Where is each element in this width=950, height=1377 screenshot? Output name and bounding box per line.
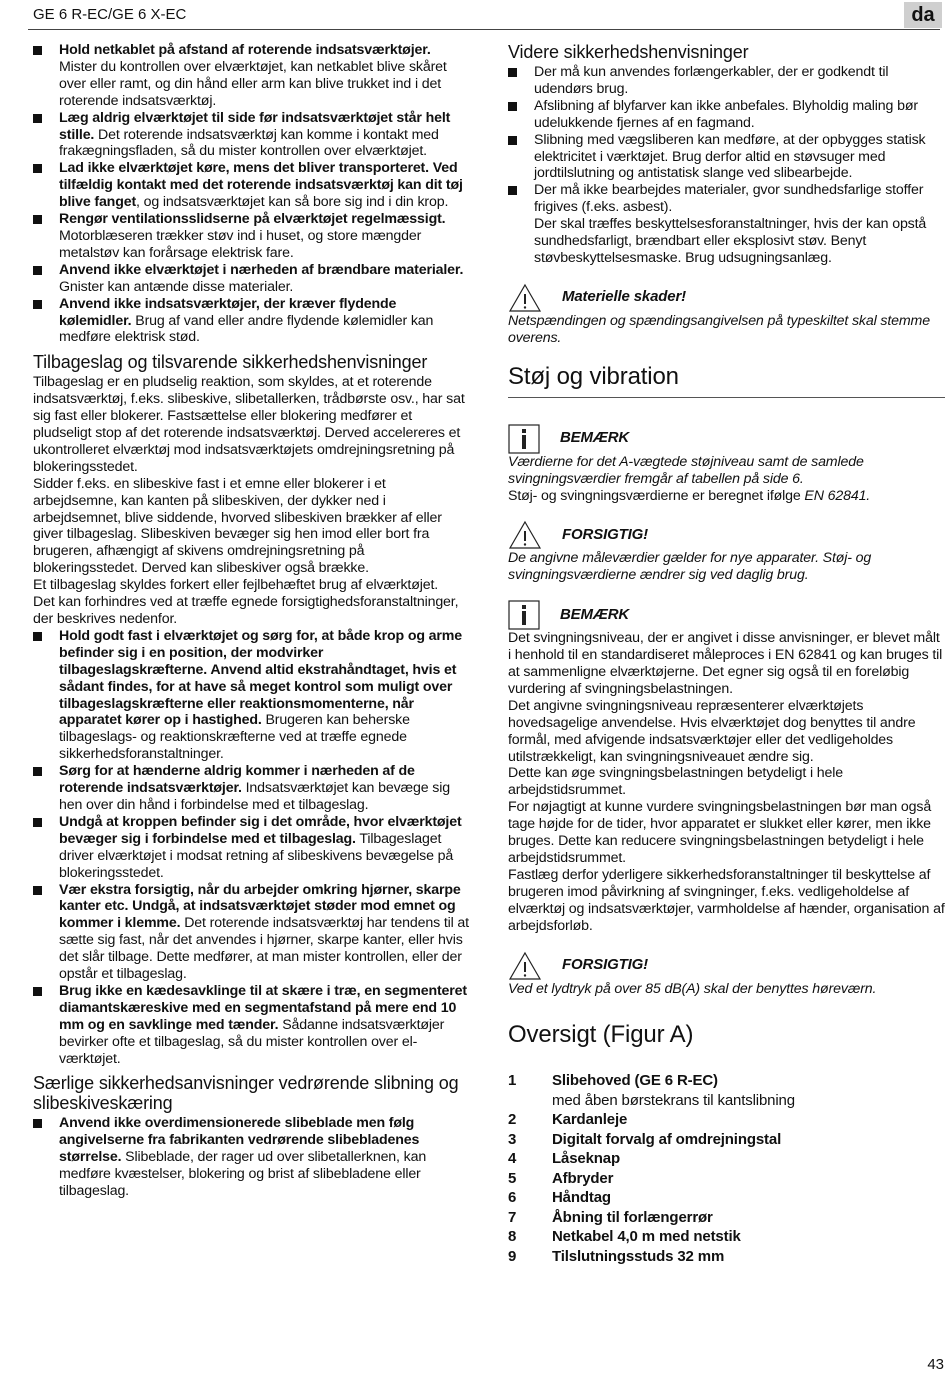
caution-label: FORSIGTIG!	[562, 956, 648, 974]
overview-number: 2	[508, 1111, 517, 1129]
bullet-bold-text: Undgå at kroppen befinder sig i det område, hvor elværktøjet bevæger sig i forbindelse med et tilbageslag.	[59, 813, 462, 847]
overview-item	[508, 1110, 945, 1130]
bullet-item	[33, 763, 470, 814]
standard-reference: EN 62841.	[804, 487, 871, 504]
overview-item	[508, 1149, 945, 1169]
bullet-text	[59, 1115, 470, 1200]
bullet-plain-text: , og indsatsværktøjet kan så bore sig ind i din krop.	[136, 194, 449, 211]
warning-triangle-icon	[508, 951, 542, 981]
bullet-square-icon	[508, 102, 517, 111]
paragraph: Tilbageslag er en pludselig reaktion, som skyldes, at et roterende indsatsværktøj, f.eks. slibeskive, slibetallerken, trådbørste osv., har sat sig fast eller blokerer. Fastsættelse eller blokering medfører et pludseligt stop af det roterende indsatsværktøj. Derved accelereres et ukontrolleret elværktøj mod indsatsværktøjets omdrejningsretning på blokeringsstedet.	[33, 374, 465, 475]
bullet-text	[59, 814, 470, 882]
overview-item	[508, 1247, 945, 1267]
bullet-plain-text: Sådanne indsatsværktøjer bevirker ofte et tilbageslag, så du mister kontrollen over el-værktøjet.	[59, 1016, 445, 1067]
note-2-paragraphs	[508, 630, 945, 934]
caution-2	[508, 951, 945, 981]
overview-label: Afbryder	[552, 1169, 614, 1187]
bullet-square-icon	[508, 136, 517, 145]
bullet-bold-text: Anvend ikke overdimensionerede slibeblade men følg angivelserne fra fabrikanten vedrørende slibebladenes størrelse.	[59, 1115, 420, 1166]
paragraph: Sidder f.eks. en slibeskive fast i et emne eller blokerer i et arbejdsemne, kan kanten på slibeskiven, der dykker ned i arbejdsemnet, blive siddende, hvorved slibeskiven brækker af eller giver tilbageslag. Slibeskiven bevæger sig hen imod eller bort fra brugeren, afhængigt af skivens omdrejningsretning på blokeringsstedet. Derved kan slibeskiver også brække.	[33, 475, 442, 577]
bullet-bold-text: Anvend ikke indsatsværktøjer, der kræver flydende kølemidler.	[59, 295, 397, 329]
bullet-item	[33, 211, 470, 262]
paragraph: Dette kan øge svingningsbelastningen betydeligt i hele arbejdstidsrummet.	[508, 765, 843, 799]
bullet-square-icon	[33, 632, 42, 641]
bullet-bold-text: Anvend ikke elværktøjet i nærheden af brændbare materialer.	[59, 261, 464, 278]
overview-label: Netkabel 4,0 m med netstik	[552, 1228, 741, 1246]
warning-triangle-icon	[508, 520, 542, 550]
bullet-item	[33, 882, 470, 983]
bullet-text	[59, 42, 470, 110]
overview-number: 4	[508, 1150, 517, 1168]
bullet-square-icon	[508, 68, 517, 77]
overview-item	[508, 1169, 945, 1189]
bullet-bold-text: Brug ikke en kædesavklinge til at skære i træ, en segmenteret diamantskæreskive med en segmentafstand på mere end 10 mm og en savklinge med tænder.	[59, 982, 467, 1033]
note-italic-text: Værdierne for det A-vægtede støjniveau samt de samlede svingningsværdier fremgår af tabellen på side 6.	[508, 453, 864, 487]
bullet-square-icon	[33, 886, 42, 895]
bullet-item	[508, 64, 945, 98]
bullet-plain-text: Brugeren kan beherske tilbageslags- og reaktionskræfterne ved at træffe egnede sikkerhedsforanstaltninger.	[59, 712, 410, 763]
bullet-bold-text: Rengør ventilationsslidserne på elværktøjet regelmæssigt.	[59, 211, 446, 228]
bullet-plain-text: Brug af vand eller andre flydende kølemidler kan medføre elektrisk stød.	[59, 312, 434, 346]
overview-label: Åbning til forlængerrør	[552, 1208, 713, 1226]
further-safety-bullets	[508, 64, 945, 216]
overview-label: Håndtag	[552, 1189, 611, 1207]
heading-noise-vibration: Støj og vibration	[508, 363, 945, 398]
bullet-text	[59, 160, 470, 211]
note-2	[508, 600, 945, 630]
paragraph: Et tilbageslag skyldes forkert eller fejlbehæftet brug af elværktøjet.	[33, 577, 439, 594]
overview-label: Slibehoved (GE 6 R-EC)	[552, 1072, 718, 1090]
overview-number: 6	[508, 1189, 517, 1207]
bullet-plain-text: Tilbageslaget driver elværktøjet i modsat retning af slibeskivens bevægelse på blokeringsstedet.	[59, 830, 454, 881]
overview-number: 5	[508, 1169, 517, 1187]
overview-number: 3	[508, 1130, 517, 1148]
warning-material-damage	[508, 283, 945, 313]
bullet-square-icon	[33, 818, 42, 827]
language-badge: da	[904, 2, 942, 28]
caution-text: Ved et lydtryk på over 85 dB(A) skal der benyttes høreværn.	[508, 980, 877, 997]
paragraph: Det svingningsniveau, der er angivet i disse anvisninger, er blevet målt i henhold til en standardiseret måleproces i EN 62841 og kan bruges til at sammenligne elværktøjerne. Det egner sig også til en foreløbig vurdering af svingningsbelastningen.	[508, 630, 943, 697]
bullet-text	[59, 211, 470, 262]
overview-label: Kardanleje	[552, 1111, 628, 1129]
bullet-plain-text: Mister du kontrollen over elværktøjet, kan netkablet blive skåret over eller ramt, og din hånd eller arm kan blive trukket ind i det roterende indsatsværktøj.	[59, 58, 447, 109]
bullet-item	[33, 160, 470, 211]
warning-text: Netspændingen og spændingsangivelsen på typeskiltet skal stemme overens.	[508, 312, 930, 346]
bullet-bold-text: Vær ekstra forsigtig, når du arbejder omkring hjørner, skarpe kanter etc. Undgå, at indsatsværktøjet støder mod emnet og kommer i klemme.	[59, 881, 461, 932]
bullet-bold-text: Læg aldrig elværktøjet til side før indsatsværktøjet står helt stille.	[59, 109, 451, 143]
page-number: 43	[927, 1356, 944, 1373]
right-column	[508, 42, 945, 1266]
bullet-text: Slibning med vægsliberen kan medføre, at der opbygges statisk elektricitet i værktøjet. Brug derfor altid en støvsuger med jordtilslutning og antistatisk slange ved slibearbejde.	[534, 131, 926, 182]
grinding-bullets	[33, 1115, 470, 1200]
bullet-square-icon	[33, 1119, 42, 1128]
bullet-item	[508, 98, 945, 132]
bullet-item	[508, 182, 945, 216]
overview-number: 1	[508, 1072, 517, 1090]
bullet-bold-text: Hold godt fast i elværktøjet og sørg for, at både krop og arme befinder sig i en position, der modvirker tilbageslagskræfterne. Anvend altid ekstrahåndtaget, hvis et sådant findes, for at have så meget kontrol som muligt over tilbageslagskræfterne eller reaktionsmomenterne, når apparatet kører op i hastighed.	[59, 627, 462, 729]
overview-item	[508, 1188, 945, 1208]
bullet-text: Afslibning af blyfarver kan ikke anbefales. Blyholdig maling bør udelukkende fjernes af en fagmand.	[534, 97, 918, 131]
kickback-bullets	[33, 628, 470, 1068]
bullet-plain-text: Motorblæseren trækker støv ind i huset, og store mængder metalstøv kan forårsage elektrisk fare.	[59, 227, 422, 261]
heading-grinding: Særlige sikkerhedsanvisninger vedrørende slibning og slibeskiveskæring	[33, 1073, 459, 1114]
bullet-item	[33, 628, 470, 763]
overview-number: 8	[508, 1228, 517, 1246]
bullet-item	[33, 814, 470, 882]
paragraph: Det angivne svingningsniveau repræsenterer elværktøjets hovedsagelige anvendelse. Hvis elværktøjet dog benyttes til andre formål, med afvigende indsatsværktøjer eller det vedligeholdes utilstrækkeligt, kan svingningsniveauet ændre sig.	[508, 697, 916, 765]
bullet-plain-text: Det roterende indsatsværktøj har tendens til at sætte sig fast, når det anvendes i hjørner, skarpe kanter, eller hvis det slår tilbage. Dette medfører, at man mister kontrollen, eller der opstår et tilbageslag.	[59, 915, 469, 983]
bullet-item	[33, 110, 470, 161]
bullet-text	[59, 763, 470, 814]
bullet-item	[508, 132, 945, 183]
bullet-text	[59, 296, 470, 347]
heading-further-safety: Videre sikkerhedshenvisninger	[508, 42, 749, 62]
bullet-square-icon	[33, 266, 42, 275]
safety-bullets-1	[33, 42, 470, 346]
note-label: BEMÆRK	[560, 605, 630, 623]
bullet-text: Der må kun anvendes forlængerkabler, der er godkendt til udendørs brug.	[534, 64, 889, 97]
bullet-item	[33, 42, 470, 110]
warning-label: Materielle skader!	[562, 288, 687, 306]
overview-label: Tilslutningsstuds 32 mm	[552, 1247, 725, 1265]
note-1	[508, 424, 945, 454]
overview-item	[508, 1130, 945, 1150]
overview-label: Digitalt forvalg af omdrejningstal	[552, 1130, 782, 1148]
bullet-text	[59, 628, 470, 763]
caution-1	[508, 520, 945, 550]
bullet-item	[33, 296, 470, 347]
overview-label: Låseknap	[552, 1150, 620, 1168]
overview-number: 7	[508, 1208, 517, 1226]
info-icon	[508, 424, 540, 454]
caution-label: FORSIGTIG!	[562, 525, 648, 543]
note-label: BEMÆRK	[560, 429, 630, 447]
bullet-plain-text: Det roterende indsatsværktøj kan komme i kontakt med frakægningsfladen, så du mister kontrollen over elværktøjet.	[59, 126, 439, 160]
kickback-paragraphs	[33, 374, 470, 628]
bullet-text	[59, 882, 470, 983]
overview-item	[508, 1071, 945, 1091]
bullet-text	[59, 110, 470, 161]
paragraph: Det kan forhindres ved at træffe egnede forsigtighedsforanstaltninger, der beskrives nedenfor.	[33, 594, 459, 627]
bullet-square-icon	[33, 46, 42, 55]
paragraph: For nøjagtigt at kunne vurdere svingningsbelastningen bør man også tage højde for de tider, hvor apparatet er slukket eller kører, men ikke bruges. Dette kan reducere svingningsbelastningen betydeligt i hele arbejdstidsrummet.	[508, 799, 932, 866]
bullet-square-icon	[33, 215, 42, 224]
bullet-plain-text: Indsatsværktøjet kan bevæge sig hen over din hånd i forbindelse med et tilbageslag.	[59, 780, 450, 813]
left-column	[33, 42, 470, 1200]
overview-item	[508, 1208, 945, 1228]
paragraph: Fastlæg derfor yderligere sikkerhedsforanstaltninger til beskyttelse af brugeren imod påvirkning af svingninger, f.eks. vedligeholdelse af elværktøj og indsatsværktøjer, varmholdelse af hænder, organisation af arbejdsforløb.	[508, 866, 945, 934]
warning-triangle-icon	[508, 283, 542, 313]
bullet-text	[59, 262, 470, 296]
bullet-bold-text: Sørg for at hænderne aldrig kommer i nærheden af de roterende indsatsværktøjer.	[59, 763, 415, 797]
overview-item	[508, 1227, 945, 1247]
bullet-plain-text: Gnister kan antænde disse materialer.	[59, 278, 294, 295]
bullet-item	[33, 1115, 470, 1200]
document-title: GE 6 R-EC/GE 6 X-EC	[33, 6, 187, 23]
header-divider	[28, 29, 940, 30]
overview-sublabel: med åben børstekrans til kantslibning	[552, 1091, 795, 1109]
bullet-square-icon	[508, 186, 517, 195]
heading-overview: Oversigt (Figur A)	[508, 1021, 694, 1049]
bullet-text	[59, 983, 470, 1068]
bullet-square-icon	[33, 300, 42, 309]
bullet-square-icon	[33, 767, 42, 776]
note-standard-line	[508, 488, 945, 505]
bullet-square-icon	[33, 164, 42, 173]
overview-number: 9	[508, 1247, 517, 1265]
caution-text: De angivne måleværdier gælder for nye apparater. Støj- og svingningsværdierne ændrer sig ved daglig brug.	[508, 550, 872, 584]
bullet-continuation: Der skal træffes beskyttelsesforanstaltninger, hvis der kan opstå sundhedsfarligt, brændbart eller eksplosivt støv. Benyt støvbeskyttelsesmaske. Brug udsugningsanlæg.	[534, 216, 927, 266]
heading-kickback: Tilbageslag og tilsvarende sikkerhedshenvisninger	[33, 352, 428, 373]
bullet-bold-text: Lad ikke elværktøjet køre, mens det bliver transporteret. Ved tilfældig kontakt med det roterende indsatsværktøj kan dit tøj blive fanget	[59, 160, 463, 211]
info-icon	[508, 600, 540, 630]
note-plain-text: Støj- og svingningsværdierne er beregnet ifølge	[508, 487, 805, 504]
bullet-square-icon	[33, 114, 42, 123]
bullet-item	[33, 983, 470, 1068]
bullet-bold-text: Hold netkablet på afstand af roterende indsatsværktøjer.	[59, 42, 431, 58]
bullet-plain-text: Slibeblade, der rager ud over slibetallerknen, kan medføre kvæstelser, blokering og brist af slibebladene eller tilbageslag.	[59, 1149, 427, 1200]
overview-list	[508, 1071, 945, 1266]
bullet-item	[33, 262, 470, 296]
bullet-text: Der må ikke bearbejdes materialer, gvor sundhedsfarlige stoffer frigives (f.eks. asbest).	[534, 182, 924, 216]
bullet-square-icon	[33, 987, 42, 996]
